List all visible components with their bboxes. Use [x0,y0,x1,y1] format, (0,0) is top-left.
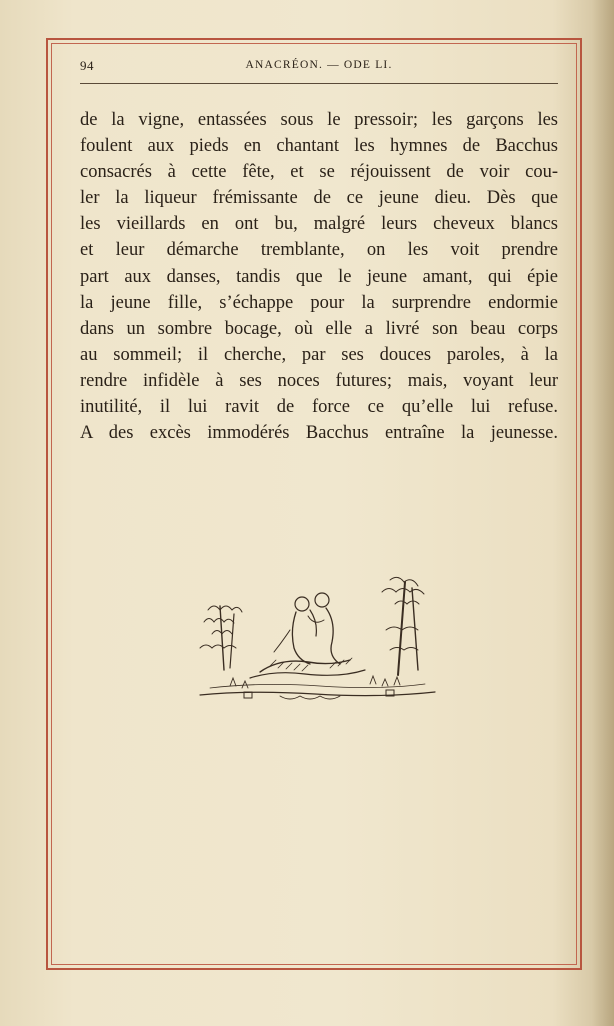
text-line: dans un sombre bocage, où elle a livré son beau corps [80,318,558,339]
text-line: de la vigne, entassées sous le pressoir; les garçons les [80,110,558,130]
text-line: ler la liqueur frémissante de ce jeune dieu. Dès que [80,188,558,209]
engraved-vignette [190,570,440,710]
text-line: inutilité, il lui ravit de force ce qu’elle lui refuse. [80,397,558,418]
text-line: consacrés à cette fête, et se réjouissent de voir cou- [80,162,558,183]
header-rule [80,83,558,84]
body-text [80,107,558,446]
text-line: les vieillards en ont bu, malgré leurs cheveux blancs [80,214,558,235]
running-head: ANACRÉON. — ODE LI. [245,59,393,71]
text-line: foulent aux pieds en chantant les hymnes de Bacchus [80,136,558,157]
text-line: rendre infidèle à ses noces futures; mais, voyant leur [80,370,558,391]
text-line: part aux danses, tandis que le jeune amant, qui épie [80,266,558,287]
text-line: au sommeil; il cherche, par ses douces paroles, à la [80,344,558,365]
page-number: 94 [80,58,94,73]
text-line: et leur démarche tremblante, on les voit prendre [80,240,558,261]
text-line: la jeune fille, s’échappe pour la surprendre endormie [80,292,558,313]
text-line: A des excès immodérés Bacchus entraîne la jeunesse. [80,423,558,444]
page-header [80,58,558,78]
page-edge-shadow [592,0,614,1026]
